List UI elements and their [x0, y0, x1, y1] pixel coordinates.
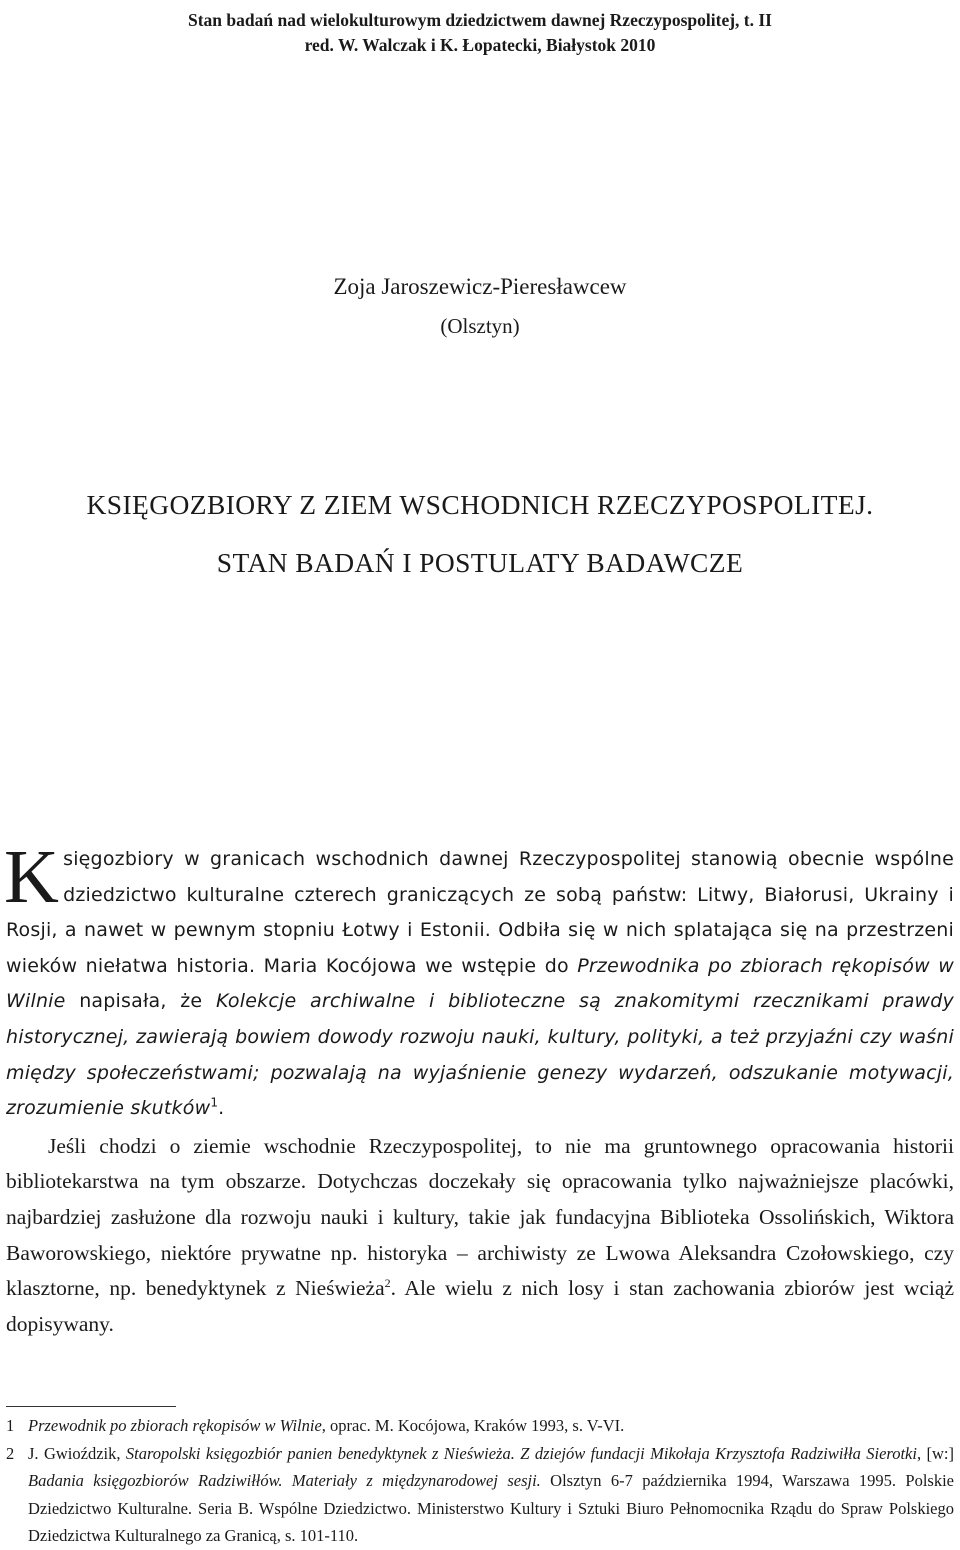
footnote-number: 2	[6, 1443, 15, 1463]
paragraph-2	[6, 1129, 954, 1343]
p2-text-a: Jeśli chodzi o ziemie wschodnie Rzeczypospolitej, to nie ma gruntownego opracowania historii bibliotekarstwa na tym obszarze. Dotychczas doczekały się opracowania tylko najważniejsze placówki, najbardziej zasłużone dla rozwoju nauki i kultury, takie jak fundacyjna Biblioteka Ossolińskich, Wiktora Baworowskiego, niektóre prywatne np. historyka – archiwisty ze Lwowa Aleksandra Czołowskiego, czy klasztorne, np. benedyktynek z Nieświeża	[6, 1133, 954, 1301]
footnotes	[6, 1412, 954, 1550]
author-affiliation: (Olsztyn)	[440, 314, 520, 338]
p1-text-c: .	[218, 1097, 225, 1120]
fn2-title: Staropolski księgozbiór panien benedyktynek z Nieświeża. Z dziejów fundacji Mikołaja Krzysztofa Radziwiłła Sierotki	[125, 1443, 917, 1463]
fn2-in: , [w:]	[916, 1443, 954, 1463]
p1-text-a: sięgozbiory w granicach wschodnich dawnej Rzeczypospolitej stanowią obecnie wspólne dziedzictwo kulturalne czterech graniczących ze sobą państw: Litwy, Białorusi, Ukrainy i Rosji, a nawet w pewnym stopniu Łotwy i Estonii. Odbiła się w nich splatająca się na przestrzeni wieków niełatwa historia. Maria Kocójowa we wstępie do	[6, 848, 954, 977]
footnote-2	[6, 1440, 954, 1550]
footnote-number: 1	[6, 1416, 15, 1435]
footnote-1	[6, 1412, 954, 1440]
fn1-title: Przewodnik po zbiorach rękopisów w Wilnie	[28, 1416, 322, 1435]
running-header	[0, 8, 960, 58]
p1-text-b: napisała, że	[65, 990, 216, 1013]
fn1-citation: , oprac. M. Kocójowa, Kraków 1993, s. V-VI.	[321, 1416, 625, 1435]
header-series-line: Stan badań nad wielokulturowym dziedzictwem dawnej Rzeczypospolitej, t. II	[188, 10, 772, 30]
footnote-text	[28, 1412, 954, 1440]
title-line-1: KSIĘGOZBIORY Z ZIEM WSCHODNICH RZECZYPOSPOLITEJ.	[86, 489, 874, 520]
p1-quotation: Kolekcje archiwalne i biblioteczne są znakomitymi rzecznikami prawdy historycznej, zawierają bowiem dowody rozwoju nauki, kultury, polityki, a też przyjaźni czy waśni między społeczeństwami; pozwalają na wyjaśnienie genezy wydarzeń, odszukanie motywacji, zrozumienie skutków	[6, 990, 954, 1120]
footnote-ref-2[interactable]: 2	[384, 1275, 391, 1290]
title-line-2: STAN BADAŃ I POSTULATY BADAWCZE	[216, 547, 744, 578]
fn2-collection: Badania księgozbiorów Radziwiłłów. Materiały z międzynarodowej sesji.	[28, 1471, 541, 1490]
fn2-publication: Olsztyn 6-7 października 1994, Warszawa 1995. Polskie Dziedzictwo Kulturalne. Seria B. Wspólne Dziedzictwo. Ministerstwo Kultury i Sztuki Biuro Pełnomocnika Rządu do Spraw Polskiego Dziedzictwa Kulturalnego za Granicą, s. 101-110.	[28, 1471, 955, 1545]
article-title	[0, 476, 960, 592]
footnote-separator	[6, 1406, 176, 1407]
fn2-author: J. Gwioździk,	[28, 1443, 126, 1463]
header-editors-line: red. W. Walczak i K. Łopatecki, Białystok 2010	[304, 35, 656, 55]
footnote-ref-1[interactable]: 1	[210, 1095, 219, 1110]
p2-text-b: . Ale wielu z nich losy i stan zachowania zbiorów jest wciąż dopisywany.	[6, 1276, 954, 1336]
drop-cap: K	[4, 835, 60, 919]
article-body	[4, 835, 954, 1342]
author-name: Zoja Jaroszewicz-Pieresławcew	[333, 274, 627, 299]
footnote-text	[28, 1440, 954, 1550]
p1-book-title: Przewodnika po zbiorach rękopisów w Wilnie	[6, 954, 954, 1013]
paragraph-1	[4, 835, 954, 1127]
